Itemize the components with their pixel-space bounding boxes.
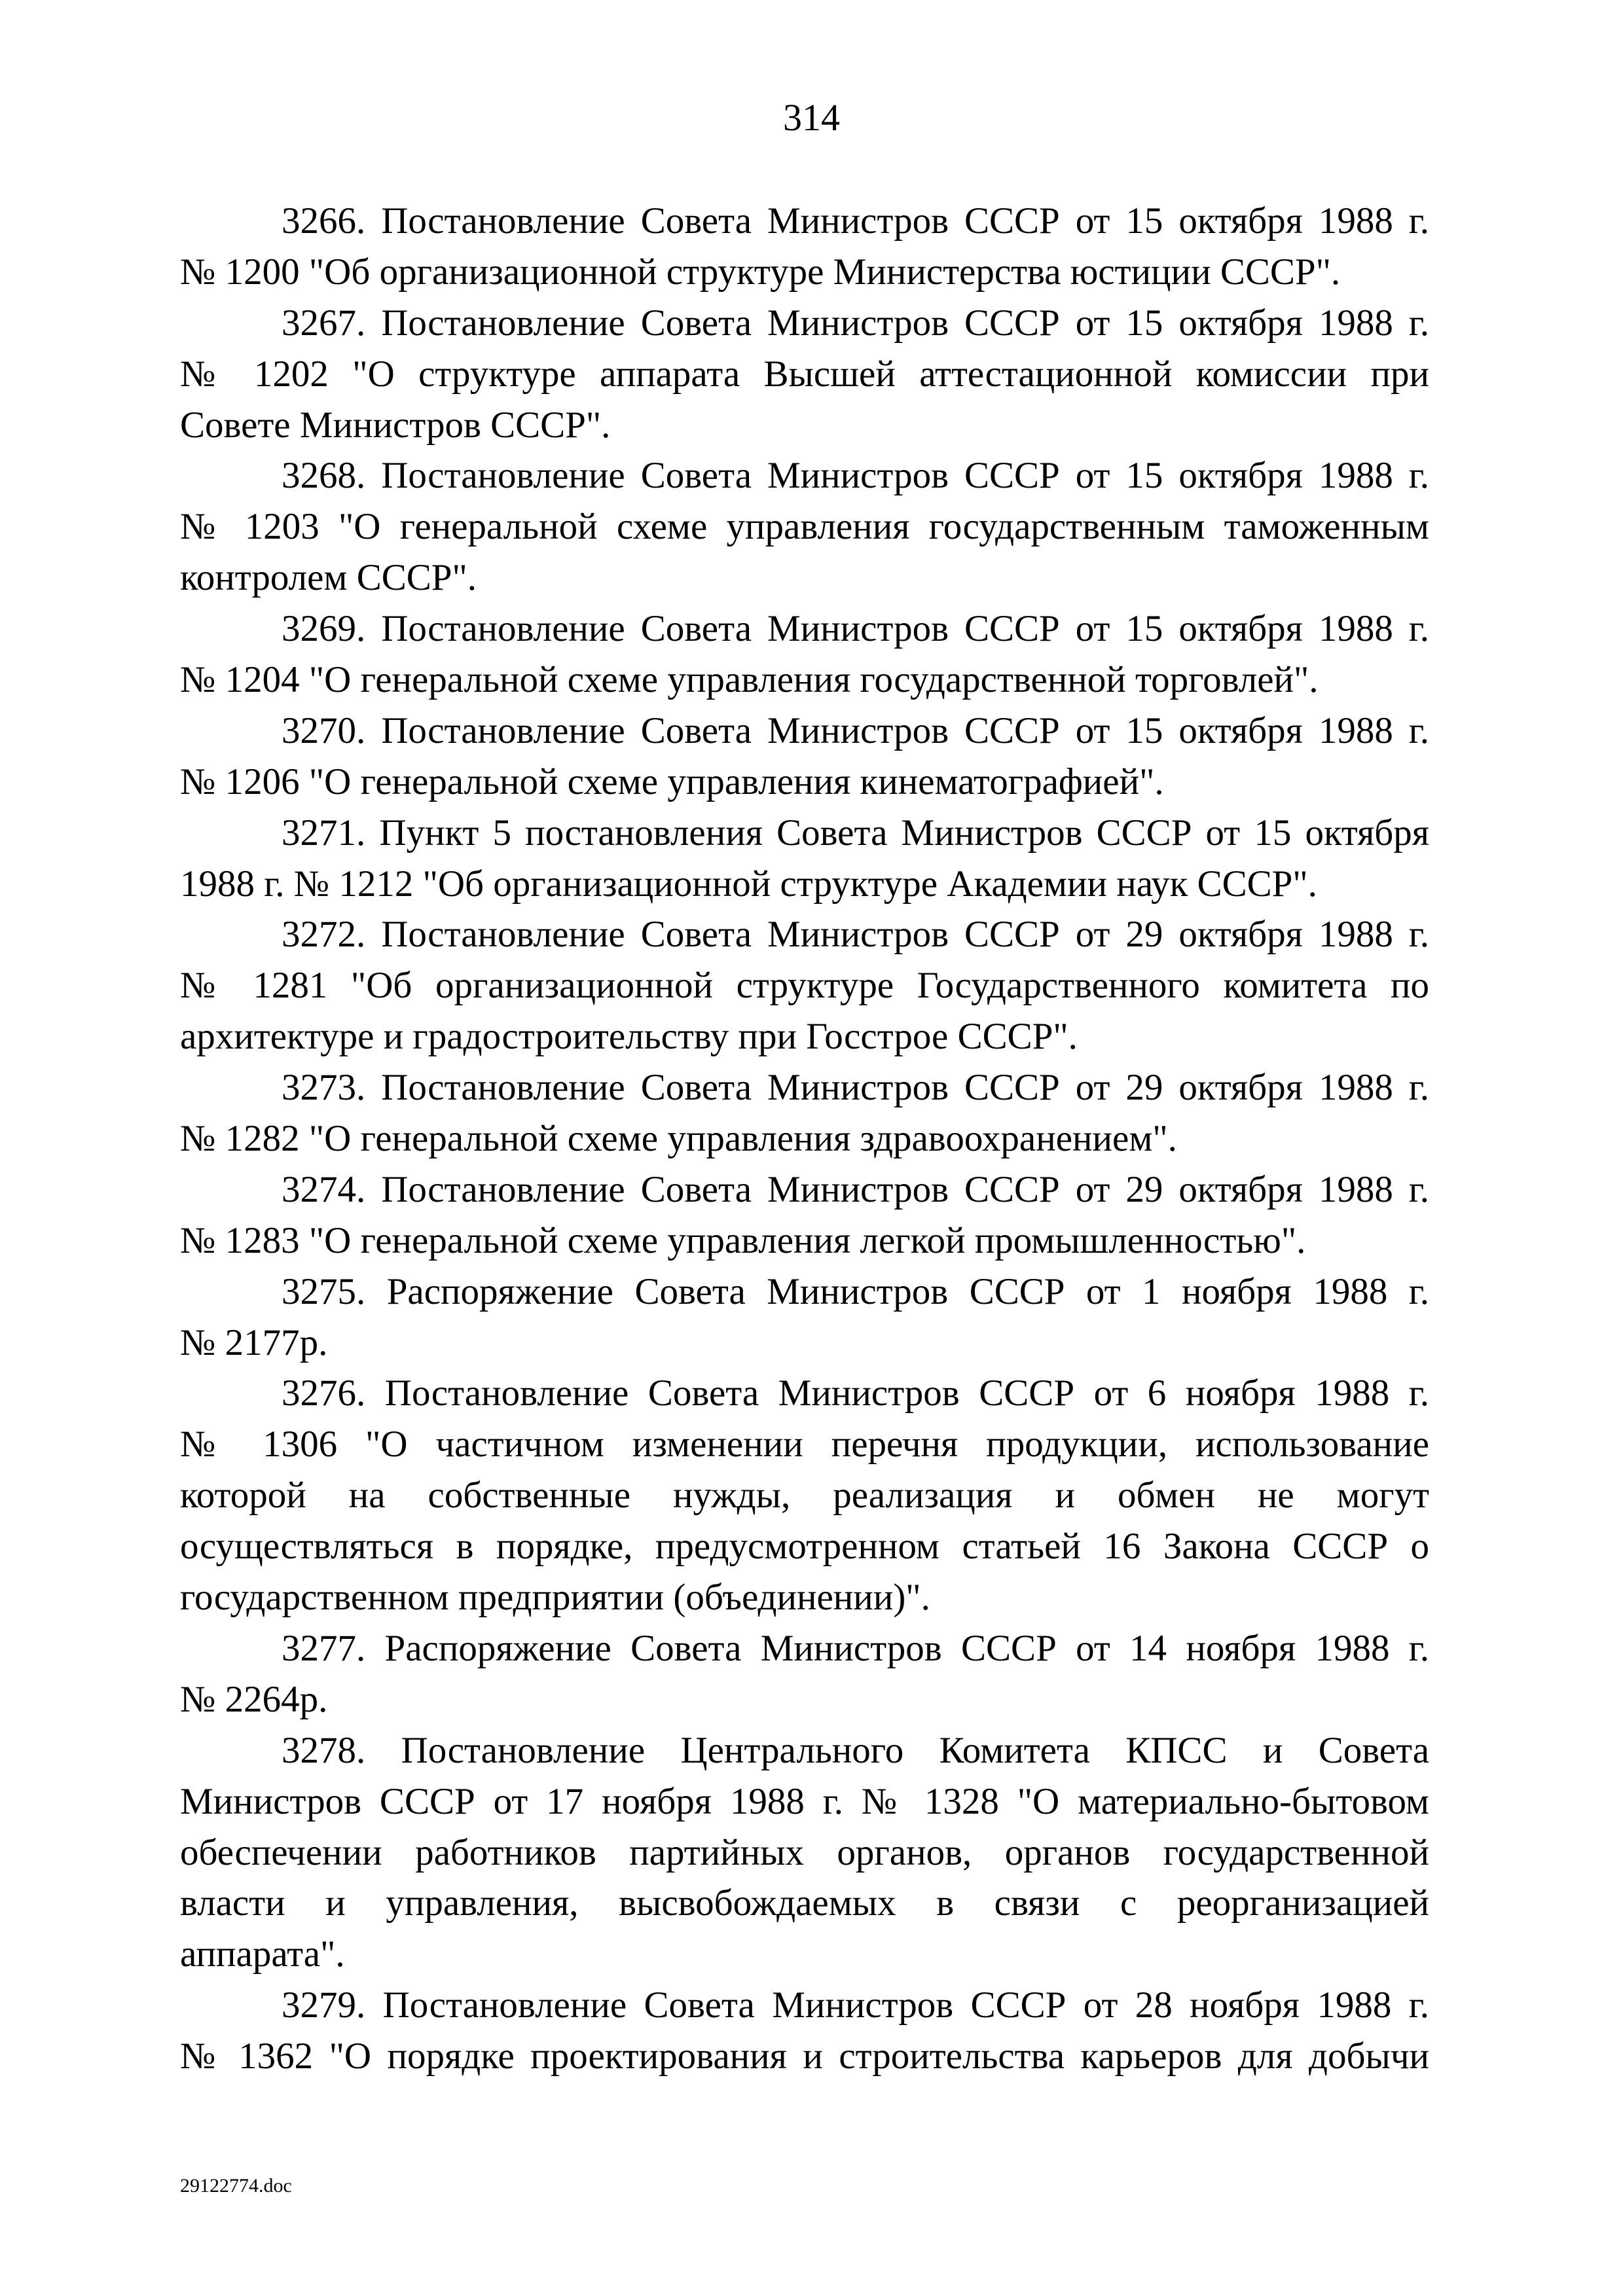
list-item — [180, 1725, 1429, 1980]
list-item — [180, 706, 1429, 808]
text-line: № 1204 "О генеральной схеме управления государственной торговлей". — [180, 659, 1319, 701]
list-item — [180, 298, 1429, 451]
text-line: Совете Министров СССР". — [180, 404, 611, 446]
text-line: № 2177р. — [180, 1321, 328, 1363]
text-line: № 1283 "О генеральной схеме управления легкой промышленностью". — [180, 1219, 1306, 1261]
list-item — [180, 196, 1429, 298]
text-line: 3274. Постановление Совета Министров СССР от 29 октября 1988 г. — [282, 1168, 1429, 1210]
text-line: 3266. Постановление Совета Министров СССР от 15 октября 1988 г. — [282, 200, 1429, 242]
text-line: № 1282 "О генеральной схеме управления здравоохранением". — [180, 1118, 1177, 1160]
list-item — [180, 1368, 1429, 1623]
list-item — [180, 1062, 1429, 1164]
text-line: аппарата". — [180, 1933, 345, 1975]
footer-filename: 29122774.doc — [180, 2175, 292, 2197]
list-item — [180, 808, 1429, 910]
text-line: 3268. Постановление Совета Министров СССР от 15 октября 1988 г. — [282, 455, 1429, 497]
list-item — [180, 603, 1429, 706]
text-line: 3273. Постановление Совета Министров СССР от 29 октября 1988 г. — [282, 1067, 1429, 1109]
list-item — [180, 909, 1429, 1062]
text-line: № 1206 "О генеральной схеме управления кинематографией". — [180, 761, 1164, 802]
text-line: 3279. Постановление Совета Министров СССР от 28 ноября 1988 г. — [282, 1984, 1429, 2026]
text-line: осуществляться в порядке, предусмотренном статьей 16 Закона СССР о — [180, 1526, 1429, 1568]
text-line: 3278. Постановление Центрального Комитета КПСС и Совета — [282, 1729, 1429, 1771]
text-line: 3277. Распоряжение Совета Министров СССР от 14 ноября 1988 г. — [282, 1627, 1429, 1669]
list-item — [180, 1164, 1429, 1266]
text-line: которой на собственные нужды, реализация и обмен не могут — [180, 1475, 1429, 1516]
list-item — [180, 1980, 1429, 2082]
text-line: № 1203 "О генеральной схеме управления государственным таможенным — [180, 506, 1429, 548]
text-line: Министров СССР от 17 ноября 1988 г. № 1328 "О материально-бытовом — [180, 1780, 1429, 1822]
text-line: архитектуре и градостроительству при Госстрое СССР". — [180, 1016, 1078, 1058]
text-line: № 1362 "О порядке проектирования и строительства карьеров для добычи — [180, 2036, 1429, 2077]
text-line: контролем СССР". — [180, 557, 477, 599]
text-line: № 1306 "О частичном изменении перечня продукции, использование — [180, 1424, 1429, 1465]
text-line: № 1281 "Об организационной структуре Государственного комитета по — [180, 965, 1429, 1007]
text-line: 3276. Постановление Совета Министров СССР от 6 ноября 1988 г. — [282, 1372, 1429, 1414]
text-line: 3267. Постановление Совета Министров СССР от 15 октября 1988 г. — [282, 302, 1429, 344]
text-line: 3271. Пункт 5 постановления Совета Министров СССР от 15 октября — [282, 812, 1429, 853]
text-line: обеспечении работников партийных органов, органов государственной — [180, 1831, 1429, 1873]
text-line: 1988 г. № 1212 "Об организационной структуре Академии наук СССР". — [180, 863, 1317, 905]
text-line: 3275. Распоряжение Совета Министров СССР от 1 ноября 1988 г. — [282, 1270, 1429, 1312]
list-item — [180, 1266, 1429, 1369]
page-number: 314 — [783, 96, 840, 139]
text-line: власти и управления, высвобождаемых в связи с реорганизацией — [180, 1882, 1429, 1924]
text-line: № 1200 "Об организационной структуре Министерства юстиции СССР". — [180, 251, 1341, 293]
text-line: 3272. Постановление Совета Министров СССР от 29 октября 1988 г. — [282, 914, 1429, 956]
list-item — [180, 1623, 1429, 1725]
list-item — [180, 450, 1429, 603]
text-line: 3269. Постановление Совета Министров СССР от 15 октября 1988 г. — [282, 608, 1429, 650]
text-line: № 2264р. — [180, 1678, 328, 1720]
text-line: № 1202 "О структуре аппарата Высшей аттестационной комиссии при — [180, 353, 1429, 395]
text-line: 3270. Постановление Совета Министров СССР от 15 октября 1988 г. — [282, 709, 1429, 751]
document-body — [180, 196, 1429, 2082]
text-line: государственном предприятии (объединении)". — [180, 1577, 930, 1619]
